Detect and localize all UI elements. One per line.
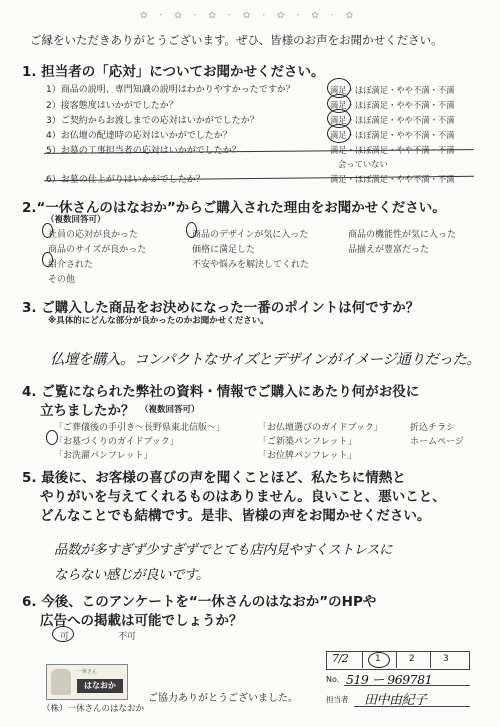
no-underline: [344, 685, 470, 686]
section5-handwritten-line1: 品数が多すぎず少すぎずでとても店内見やすくストレスに: [54, 542, 392, 558]
s4-option-1[interactable]: 「ご葬儀後の手引き～長野県東北信版～」: [54, 423, 226, 433]
header-decoration: ✿ ・ ✿ ・ ✿ ・ ✿ ・ ✿ ・ ✿ ・ ✿: [140, 11, 357, 21]
s1-question-1: 1）商品の説明、専門知識の説明はわかりやすかったですか？: [46, 85, 295, 95]
thanks-text: ご協力ありがとうございました。: [148, 693, 298, 704]
date-value: 7/2: [332, 652, 349, 665]
staff-underline: [354, 706, 470, 707]
s6-option-yes[interactable]: 可: [60, 632, 70, 642]
section1-title: 1. 担当者の「応対」についてお聞かせください。: [22, 64, 325, 80]
company-logo: [46, 664, 128, 700]
section5-line2: やりがいを与えてくれるものはありません。良いこと、悪いこと、: [40, 489, 446, 505]
staff-label: 担当者: [326, 695, 349, 704]
answer-circle: [46, 430, 58, 445]
s1-question-5: 5）お墓の工事担当者の応対はいかがでしたか？: [46, 146, 241, 156]
no-label: No.: [326, 675, 340, 684]
section3-title: 3. ご購入した商品をお決めになった一番のポイントは何ですか？: [22, 300, 420, 316]
section6-title-line1: 6. 今後、このアンケートを“一休さんのはなおか”のHPや: [22, 594, 377, 610]
s1-rating-2[interactable]: 満足・ほぼ満足・やや不満・不満: [330, 100, 455, 110]
grid-number-3: 3: [443, 654, 449, 664]
section2-title: 2.“一休さんのはなおか”からご購入された理由をお聞かせください。: [22, 200, 446, 216]
s4-option-2[interactable]: 「お仏壇選びのガイドブック」: [258, 423, 383, 433]
section2-note: （複数回答可）: [46, 215, 106, 225]
monk-figure-icon: [51, 669, 71, 695]
s6-option-no[interactable]: 不可: [118, 632, 137, 642]
section5-line1: 5. 最後に、お客様の喜びの声を聞くことほど、私たちに情熱と: [22, 470, 406, 486]
s2-option-1[interactable]: 社員の応対が良かった: [48, 230, 139, 240]
logo-name: はなおか: [77, 679, 123, 693]
s4-option-7[interactable]: 「お洗濯パンフレット」: [54, 451, 153, 461]
s1-question-2: 2）接客態度はいかがでしたか？: [46, 101, 178, 111]
s1-rating-6[interactable]: 満足・ほぼ満足・やや不満・不満: [330, 174, 455, 184]
section3-note: ※具体的にどんな部分が良かったのかお聞かせください。: [48, 316, 269, 326]
s2-option-7[interactable]: 紹介された: [48, 260, 94, 270]
section3-handwritten-answer: 仏壇を購入。コンパクトなサイズとデザインがイメージ通りだった。: [50, 352, 481, 368]
s2-option-5[interactable]: 価格に満足した: [192, 245, 256, 255]
no-value: 519 ー 969781: [346, 672, 433, 687]
s2-option-9[interactable]: その他: [48, 275, 76, 285]
s1-question-3: 3）ご契約からお渡しまでの応対はいかがでしたか？: [46, 116, 259, 126]
answer-circle: [52, 626, 74, 642]
s4-option-8[interactable]: 「お位牌パンフレット」: [258, 451, 357, 461]
company-name: （株）一休さんのはなおか: [42, 704, 145, 714]
section6-title-line2: 広告への掲載は可能でしょうか？: [40, 613, 243, 629]
s1-rating-3[interactable]: 満足・ほぼ満足・やや不満・不満: [330, 115, 455, 125]
s1-question-4: 4）お仏壇の配達時の応対はいかがでしたか？: [46, 131, 232, 141]
s2-option-2[interactable]: 商品のデザインが気に入った: [192, 230, 309, 240]
s4-option-6[interactable]: ホームページ: [410, 437, 464, 447]
grid-divider: [430, 651, 431, 668]
s2-option-6[interactable]: 品揃えが豊富だった: [348, 245, 430, 255]
staff-name: 田中由紀子: [364, 693, 427, 708]
section5-handwritten-line2: ならない感じが良いです。: [54, 567, 209, 583]
answer-circle: [327, 124, 351, 143]
answer-circle: [368, 652, 390, 668]
s2-option-3[interactable]: 商品の機能性が気に入った: [348, 230, 457, 240]
s4-option-3[interactable]: 折込チラシ: [410, 423, 456, 433]
grid-number-1: 1: [375, 654, 381, 664]
s1-not-met[interactable]: 会っていない: [338, 159, 388, 169]
s4-option-5[interactable]: 「ご新築パンフレット」: [258, 437, 357, 447]
s1-question-6: 6）お墓の仕上がりはいかがでしたか？: [46, 175, 205, 185]
s2-option-4[interactable]: 商品のサイズが良かった: [48, 245, 147, 255]
s1-rating-5[interactable]: 満足・ほぼ満足・やや不満・不満: [330, 145, 455, 155]
intro-text: ご縁をいただきありがとうございます。ぜひ、皆様のお声をお聞かせください。: [30, 33, 443, 47]
s1-rating-4[interactable]: 満足・ほぼ満足・やや不満・不満: [330, 130, 455, 140]
grid-divider: [362, 651, 363, 668]
section5-line3: どんなことでも結構です。是非、皆様の声をお聞かせください。: [40, 508, 431, 524]
grid-number-2: 2: [409, 654, 415, 664]
answer-circle: [186, 222, 197, 238]
s1-rating-1[interactable]: 満足・ほぼ満足・やや不満・不満: [330, 85, 455, 95]
grid-divider: [396, 651, 397, 668]
answer-circle: [42, 252, 53, 267]
answer-circle: [42, 223, 53, 238]
s2-option-8[interactable]: 不安や悩みを解決してくれた: [192, 260, 310, 270]
section4-note: （複数回答可）: [140, 405, 200, 415]
logo-small-text: 一休さん: [77, 669, 98, 675]
s4-option-4[interactable]: 「お墓づくりのガイドブック」: [54, 437, 179, 447]
section4-title-line2: 立ちましたか？: [40, 403, 135, 419]
section4-title-line1: 4. ご覧になられた弊社の資料・情報でご購入にあたり何がお役に: [22, 384, 420, 400]
